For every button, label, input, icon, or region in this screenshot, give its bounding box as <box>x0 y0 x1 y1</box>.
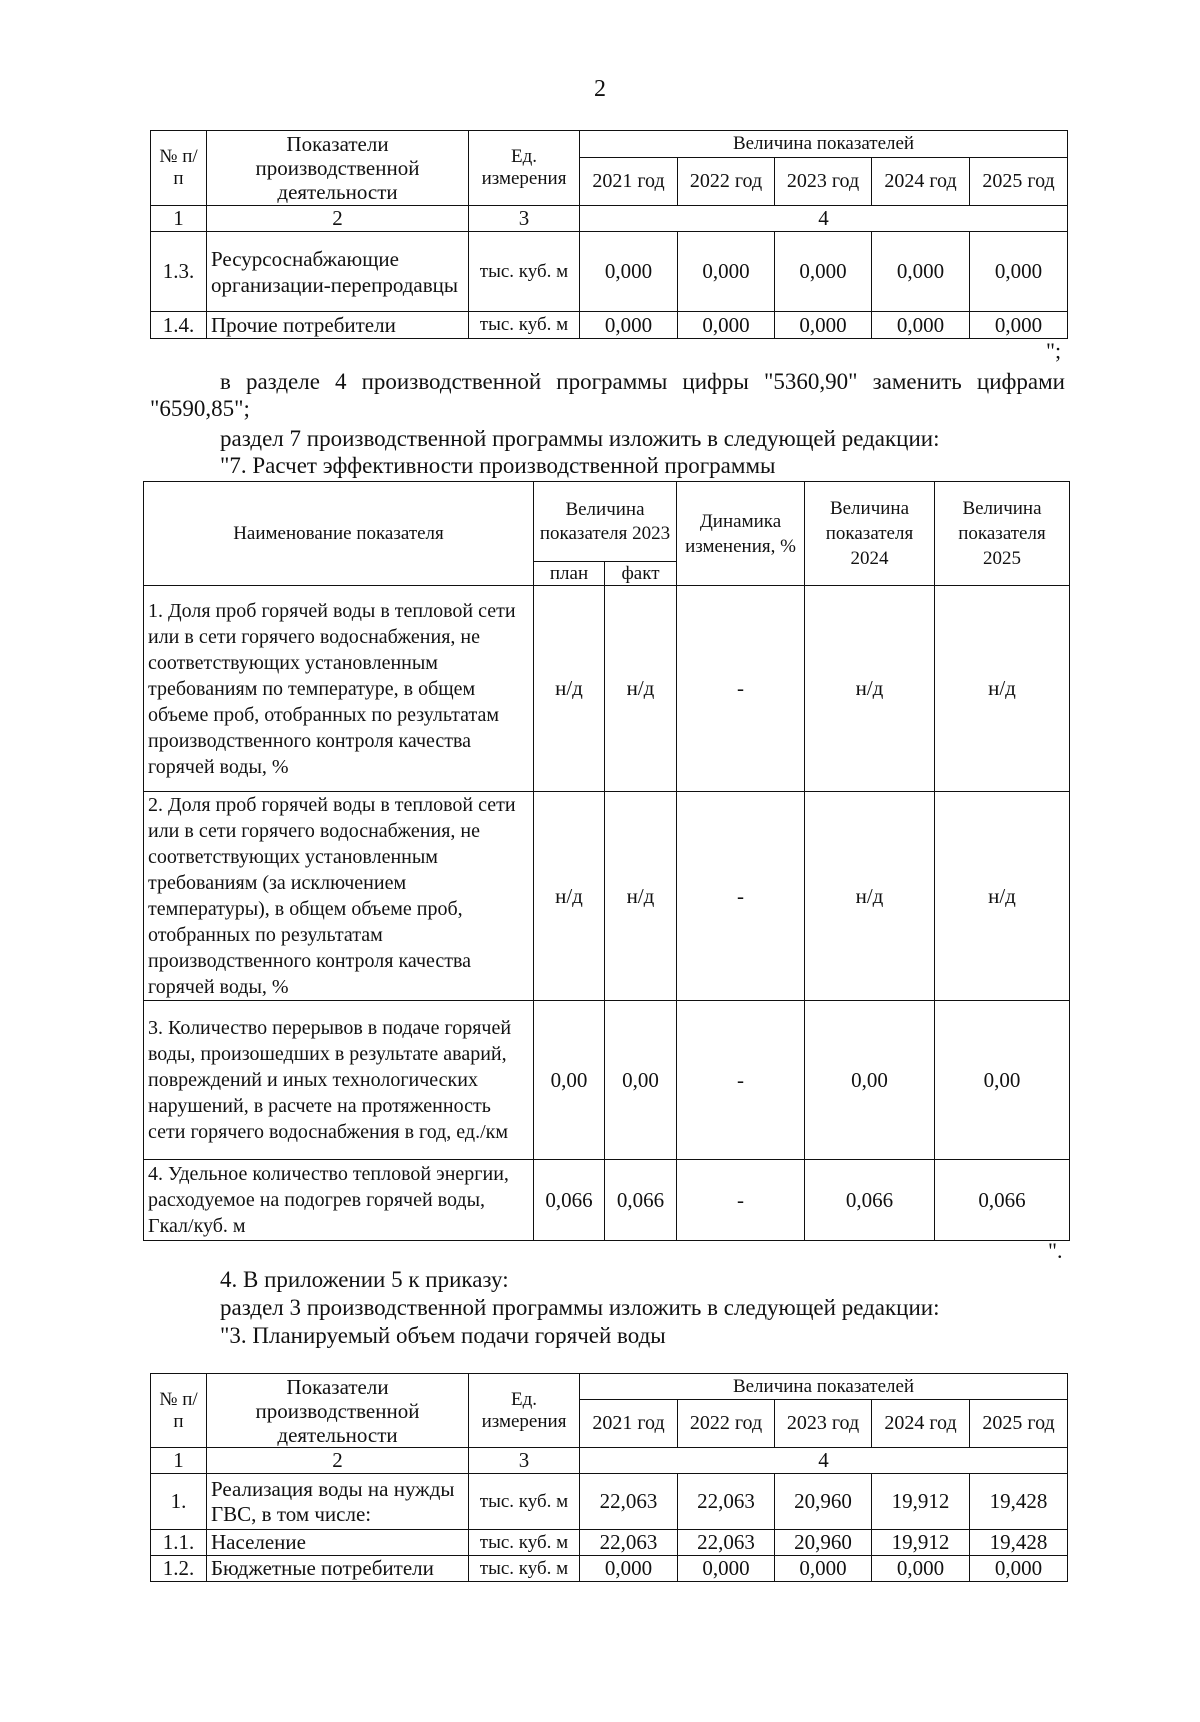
row-name: Прочие потребители <box>207 312 469 339</box>
indicator-header: Показатели производственной деятельности <box>207 1374 469 1448</box>
table-row <box>144 792 1070 1001</box>
value-2024: н/д <box>805 586 935 792</box>
index-cell: 4 <box>580 1448 1068 1474</box>
row-value: 0,000 <box>970 1556 1068 1582</box>
closing-quote-mark: "; <box>1046 338 1062 363</box>
year-header: 2022 год <box>678 158 775 206</box>
indicator-name: 4. Удельное количество тепловой энергии, расходуемое на подогрев горячей воды, Гкал/куб. м <box>144 1160 534 1241</box>
table-row <box>144 1160 1070 1241</box>
index-cell: 2 <box>207 1448 469 1474</box>
row-value: 0,000 <box>580 232 678 312</box>
row-name: Реализация воды на нужды ГВС, в том числе: <box>207 1474 469 1530</box>
row-unit: тыс. куб. м <box>469 312 580 339</box>
index-cell: 4 <box>580 206 1068 232</box>
row-name: Бюджетные потребители <box>207 1556 469 1582</box>
row-value: 19,428 <box>970 1474 1068 1530</box>
value-2025: 0,00 <box>935 1001 1070 1160</box>
row-value: 0,000 <box>775 312 872 339</box>
row-name: Население <box>207 1530 469 1556</box>
plan-header: план <box>534 562 605 586</box>
num-header: № п/п <box>151 1374 207 1448</box>
table-row <box>151 1474 1068 1530</box>
row-value: 0,000 <box>678 1556 775 1582</box>
row-unit: тыс. куб. м <box>469 1474 580 1530</box>
fact-value: 0,00 <box>605 1001 677 1160</box>
value-2025: н/д <box>935 792 1070 1001</box>
paragraph-section7-title: "7. Расчет эффективности производственной программы <box>220 453 776 478</box>
table-row <box>144 1001 1070 1160</box>
index-cell: 3 <box>469 206 580 232</box>
row-value: 22,063 <box>580 1474 678 1530</box>
indicator-header: Показатели производственной деятельности <box>207 131 469 206</box>
row-value: 0,000 <box>872 312 970 339</box>
row-num: 1.4. <box>151 312 207 339</box>
year-header: 2025 год <box>970 158 1068 206</box>
year-header: 2022 год <box>678 1400 775 1448</box>
paragraph-section3: раздел 3 производственной программы изложить в следующей редакции: <box>220 1295 940 1320</box>
paragraph-section4: в разделе 4 производственной программы цифры "5360,90" заменить цифрами "6590,85"; <box>150 369 1065 421</box>
dynamics-header: Динамика изменения, % <box>677 482 805 586</box>
dynamics-value: - <box>677 792 805 1001</box>
indicator-name: 1. Доля проб горячей воды в тепловой сети или в сети горячего водоснабжения, не соответствующих установленным требованиям по температуре, в общем объеме проб, отобранных по результатам производственного контроля качества горячей воды, % <box>144 586 534 792</box>
row-value: 20,960 <box>775 1474 872 1530</box>
row-value: 0,000 <box>970 232 1068 312</box>
row-value: 0,000 <box>872 232 970 312</box>
row-unit: тыс. куб. м <box>469 1530 580 1556</box>
year-header: 2024 год <box>872 158 970 206</box>
row-value: 0,000 <box>580 312 678 339</box>
index-cell: 2 <box>207 206 469 232</box>
row-value: 0,000 <box>775 232 872 312</box>
plan-value: 0,00 <box>534 1001 605 1160</box>
fact-value: н/д <box>605 586 677 792</box>
dynamics-value: - <box>677 1160 805 1241</box>
year-header: 2023 год <box>775 158 872 206</box>
value-2024-header: Величина показателя 2024 <box>805 482 935 586</box>
value-2025: н/д <box>935 586 1070 792</box>
table-row <box>151 312 1068 339</box>
plan-value: н/д <box>534 792 605 1001</box>
unit-header: Ед. измерения <box>469 131 580 206</box>
plan-value: 0,066 <box>534 1160 605 1241</box>
row-value: 22,063 <box>580 1530 678 1556</box>
row-value: 0,000 <box>580 1556 678 1582</box>
year-header: 2025 год <box>970 1400 1068 1448</box>
efficiency-table <box>143 481 1070 1241</box>
fact-value: н/д <box>605 792 677 1001</box>
row-value: 19,912 <box>872 1530 970 1556</box>
row-unit: тыс. куб. м <box>469 1556 580 1582</box>
year-header: 2021 год <box>580 158 678 206</box>
row-value: 0,000 <box>678 232 775 312</box>
table-row <box>151 232 1068 312</box>
production-indicators-table-1 <box>150 130 1068 339</box>
value-2025: 0,066 <box>935 1160 1070 1241</box>
value-2024: 0,00 <box>805 1001 935 1160</box>
year-header: 2024 год <box>872 1400 970 1448</box>
closing-quote-mark: ". <box>1048 1238 1063 1263</box>
year-header: 2023 год <box>775 1400 872 1448</box>
row-value: 22,063 <box>678 1530 775 1556</box>
index-cell: 3 <box>469 1448 580 1474</box>
row-value: 0,000 <box>678 312 775 339</box>
year-header: 2021 год <box>580 1400 678 1448</box>
index-cell: 1 <box>151 206 207 232</box>
row-unit: тыс. куб. м <box>469 232 580 312</box>
paragraph-section3-title: "3. Планируемый объем подачи горячей воды <box>220 1323 666 1348</box>
index-cell: 1 <box>151 1448 207 1474</box>
fact-value: 0,066 <box>605 1160 677 1241</box>
paragraph-section7: раздел 7 производственной программы изложить в следующей редакции: <box>220 426 940 451</box>
row-value: 22,063 <box>678 1474 775 1530</box>
row-num: 1.2. <box>151 1556 207 1582</box>
row-num: 1. <box>151 1474 207 1530</box>
page-number: 2 <box>594 76 606 102</box>
value-2024: н/д <box>805 792 935 1001</box>
name-header: Наименование показателя <box>144 482 534 586</box>
values-group-header: Величина показателей <box>580 131 1068 158</box>
values-group-header: Величина показателей <box>580 1374 1068 1400</box>
row-value: 20,960 <box>775 1530 872 1556</box>
value-2023-header: Величина показателя 2023 <box>534 482 677 562</box>
value-2024: 0,066 <box>805 1160 935 1241</box>
row-value: 0,000 <box>872 1556 970 1582</box>
row-num: 1.1. <box>151 1530 207 1556</box>
fact-header: факт <box>605 562 677 586</box>
dynamics-value: - <box>677 586 805 792</box>
paragraph-appendix5: 4. В приложении 5 к приказу: <box>220 1267 509 1292</box>
row-value: 0,000 <box>775 1556 872 1582</box>
plan-value: н/д <box>534 586 605 792</box>
unit-header: Ед. измерения <box>469 1374 580 1448</box>
row-value: 0,000 <box>970 312 1068 339</box>
num-header: № п/п <box>151 131 207 206</box>
indicator-name: 3. Количество перерывов в подаче горячей воды, произошедших в результате аварий, повреждений и иных технологических нарушений, в расчете на протяженность сети горячего водоснабжения в год, ед./км <box>144 1001 534 1160</box>
table-row <box>144 586 1070 792</box>
row-value: 19,428 <box>970 1530 1068 1556</box>
value-2025-header: Величина показателя 2025 <box>935 482 1070 586</box>
dynamics-value: - <box>677 1001 805 1160</box>
indicator-name: 2. Доля проб горячей воды в тепловой сети или в сети горячего водоснабжения, не соответствующих установленным требованиям (за исключением температуры), в общем объеме проб, отобранных по результатам производственного контроля качества горячей воды, % <box>144 792 534 1001</box>
hot-water-supply-table <box>150 1373 1068 1582</box>
row-name: Ресурсоснабжающие организации-перепродавцы <box>207 232 469 312</box>
table-row <box>151 1530 1068 1556</box>
row-value: 19,912 <box>872 1474 970 1530</box>
row-num: 1.3. <box>151 232 207 312</box>
table-row <box>151 1556 1068 1582</box>
